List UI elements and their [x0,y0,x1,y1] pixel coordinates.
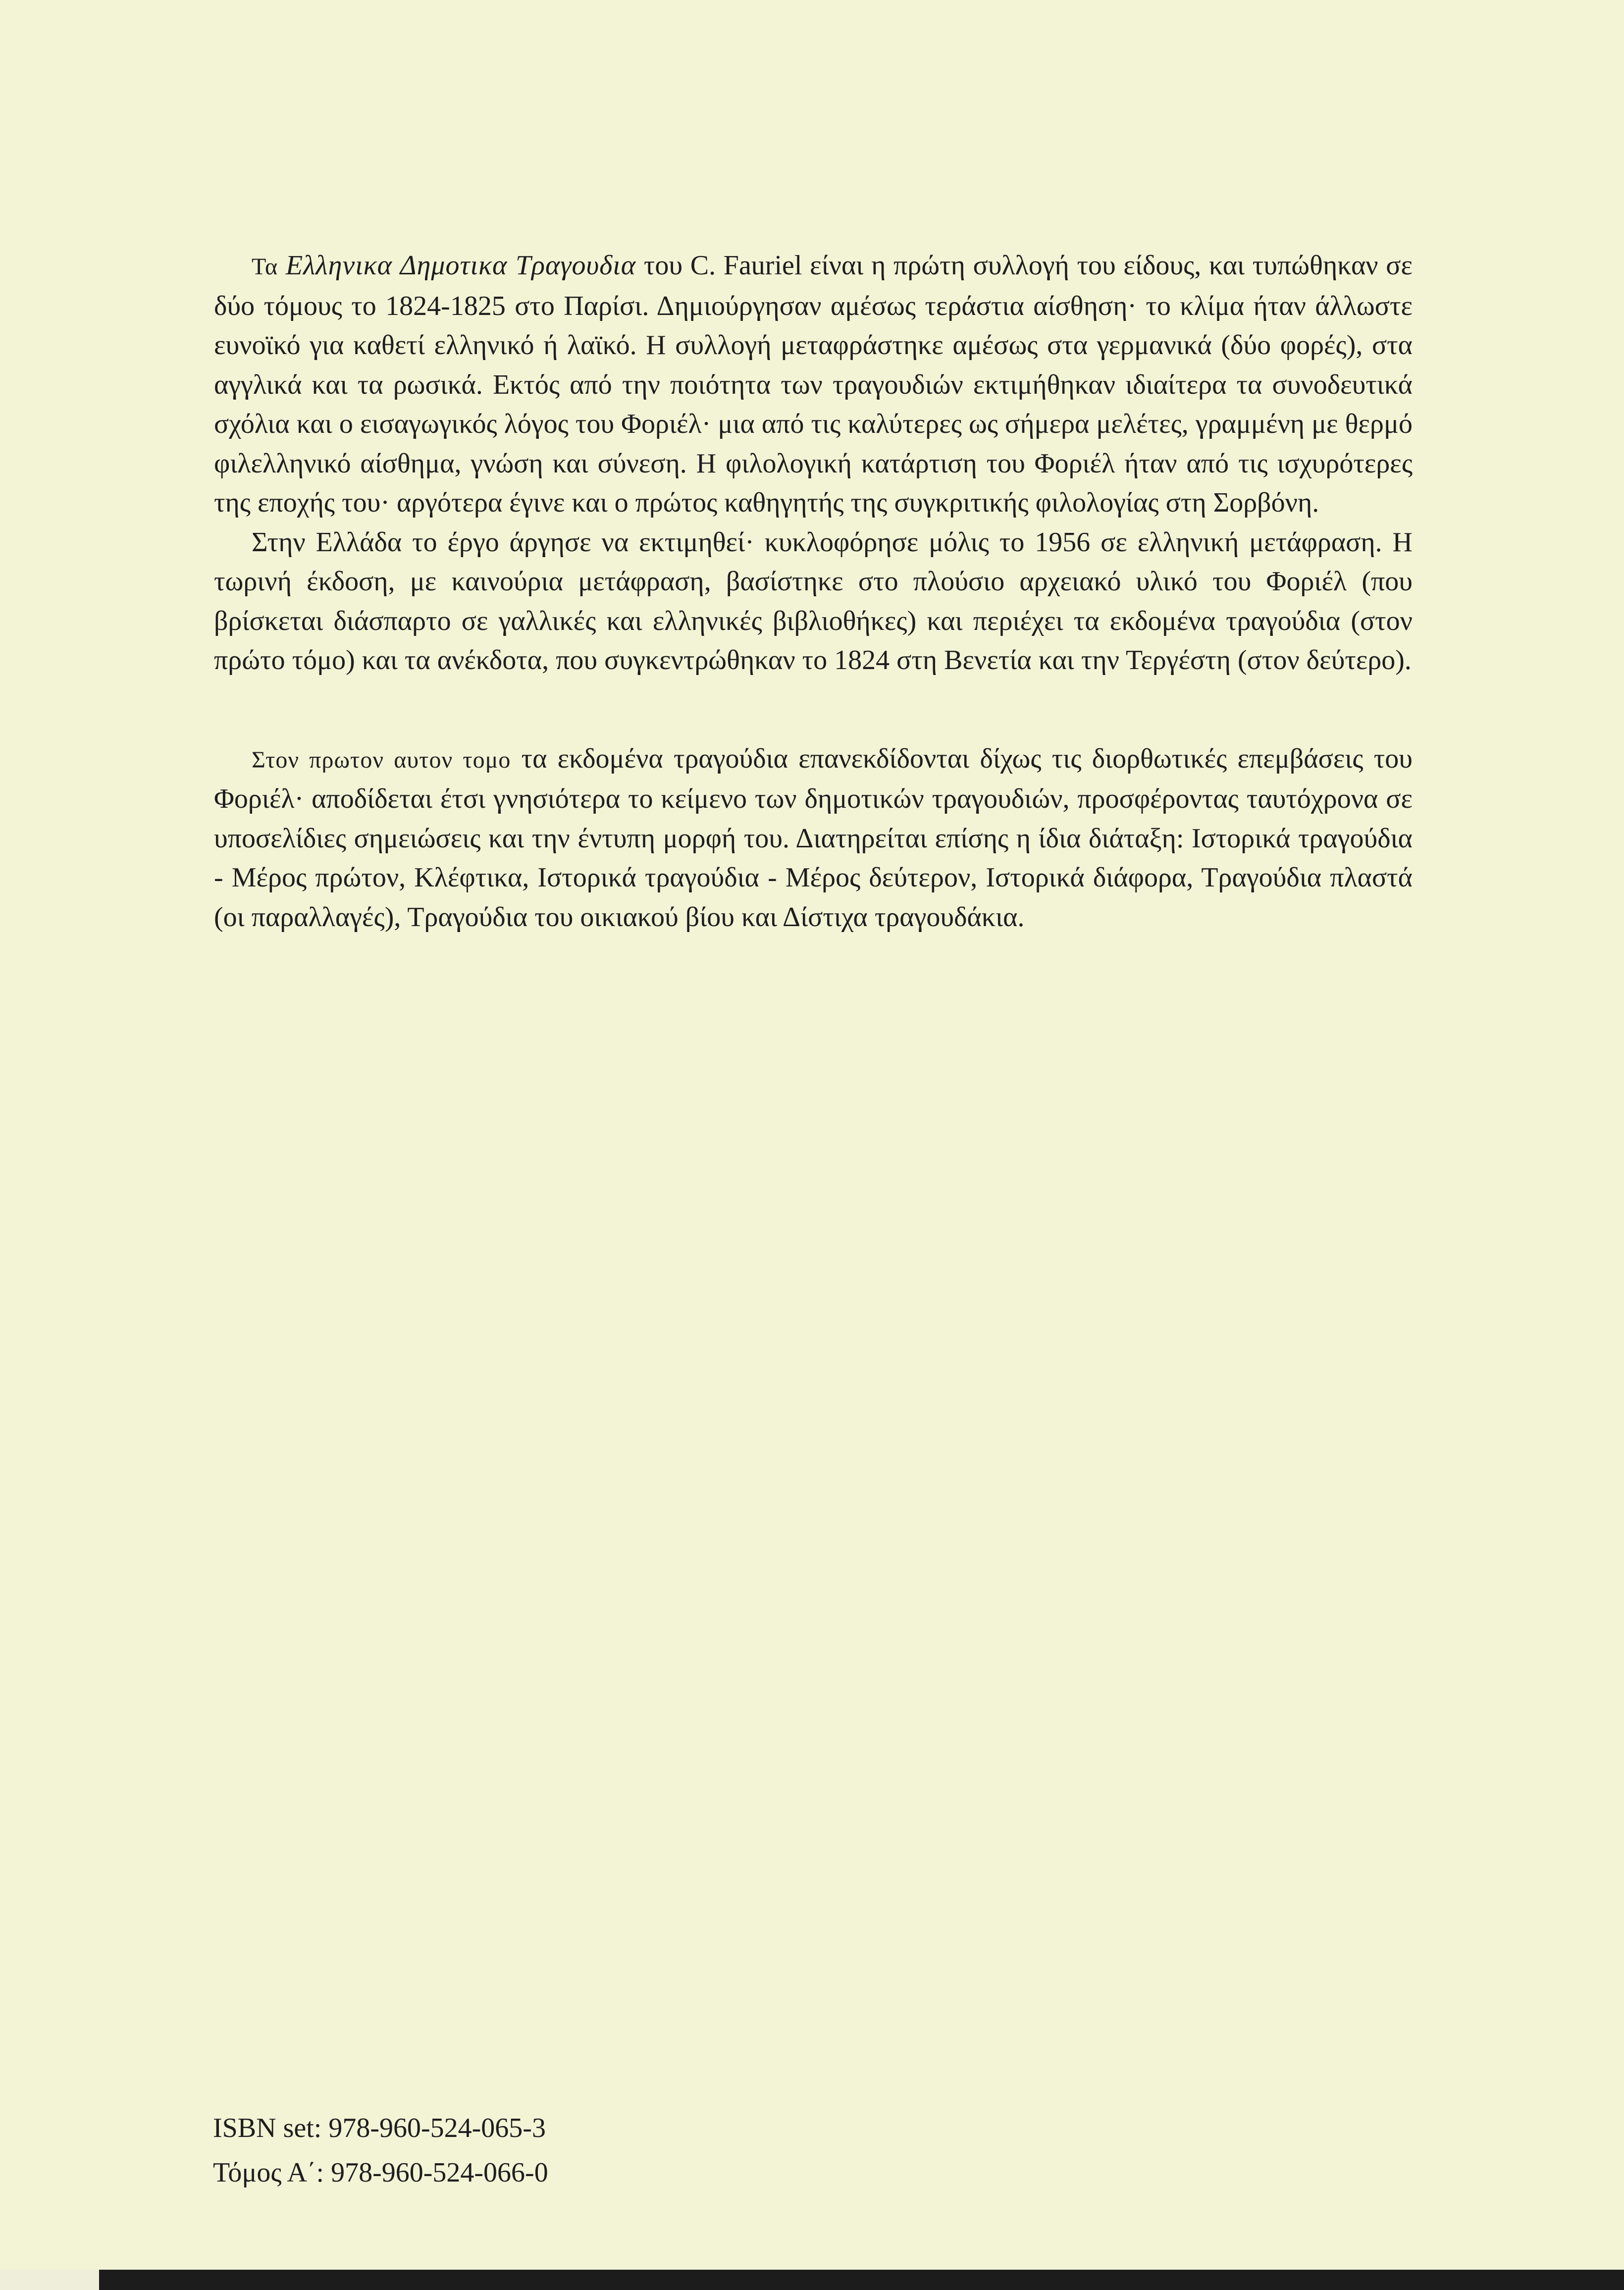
isbn-set-value: 978-960-524-065-3 [328,2113,546,2143]
scan-bottom-edge [0,2270,1624,2290]
isbn-volume-value: 978-960-524-066-0 [331,2157,548,2188]
blurb-paragraph-1 [214,246,1413,523]
book-title-italic: Ελληνικα Δημοτικα Τραγουδια [285,250,636,281]
blurb-lead-word: Τα [252,254,278,280]
isbn-set-line [213,2106,548,2150]
isbn-set-label: ISBN set: [213,2113,322,2143]
blurb-volume-lead: Στον πρωτον αυτον τομο [252,746,511,773]
blurb-text [214,246,1413,937]
isbn-volume-line [213,2150,548,2195]
blurb-paragraph-3-text: τα εκδομένα τραγούδια επανεκδίδονται δίχως τις διορθωτικές επεμβάσεις του Φοριέλ· αποδίδεται έτσι γνησιότερα το κείμενο των δημοτικών τραγουδιών, προσφέροντας ταυτόχρονα σε υποσελίδιες σημειώσεις και την έντυπη μορφή του. Διατηρείται επίσης η ίδια διάταξη: Ιστορικά τραγούδια - Μέρος πρώτον, Κλέφτικα, Ιστορικά τραγούδια - Μέρος δεύτερον, Ιστορικά διάφορα, Τραγούδια πλαστά (οι παραλλαγές), Τραγούδια του οικιακού βίου και Δίστιχα τραγουδάκια. [214,743,1413,933]
isbn-block [213,2106,548,2195]
blurb-paragraph-1-text: του C. Fauriel είναι η πρώτη συλλογή του είδους, και τυπώθηκαν σε δύο τόμους το 1824-1825 στο Παρίσι. Δημιούργησαν αμέσως τεράστια αίσθηση· το κλίμα ήταν άλλωστε ευνοϊκό για καθετί ελληνικό ή λαϊκό. Η συλλογή μεταφράστηκε αμέσως στα γερμανικά (δύο φορές), στα αγγλικά και τα ρωσικά. Εκτός από την ποιότητα των τραγουδιών εκτιμήθηκαν ιδιαίτερα τα συνοδευτικά σχόλια και ο εισαγωγικός λόγος του Φοριέλ· μια από τις καλύτερες ως σήμερα μελέτες, γραμμένη με θερμό φιλελληνικό αίσθημα, γνώση και σύνεση. Η φιλολογική κατάρτιση του Φοριέλ ήταν από τις ισχυρότερες της εποχής του· αργότερα έγινε και ο πρώτος καθηγητής της συγκριτικής φιλολογίας στη Σορβόνη. [214,250,1413,518]
blurb-paragraph-2: Στην Ελλάδα το έργο άργησε να εκτιμηθεί· κυκλοφόρησε μόλις το 1956 σε ελληνική μετάφραση. Η τωρινή έκδοση, με καινούρια μετάφραση, βασίστηκε στο πλούσιο αρχειακό υλικό του Φοριέλ (που βρίσκεται διάσπαρτο σε γαλλικές και ελληνικές βιβλιοθήκες) και περιέχει τα εκδομένα τραγούδια (στον πρώτο τόμο) και τα ανέκδοτα, που συγκεντρώθηκαν το 1824 στη Βενετία και την Τεργέστη (στον δεύτερο). [214,526,1413,676]
isbn-volume-label: Τόμος Α΄: [213,2157,324,2188]
blurb-paragraph-3 [214,739,1413,937]
scan-bottom-edge-light [0,2270,99,2290]
